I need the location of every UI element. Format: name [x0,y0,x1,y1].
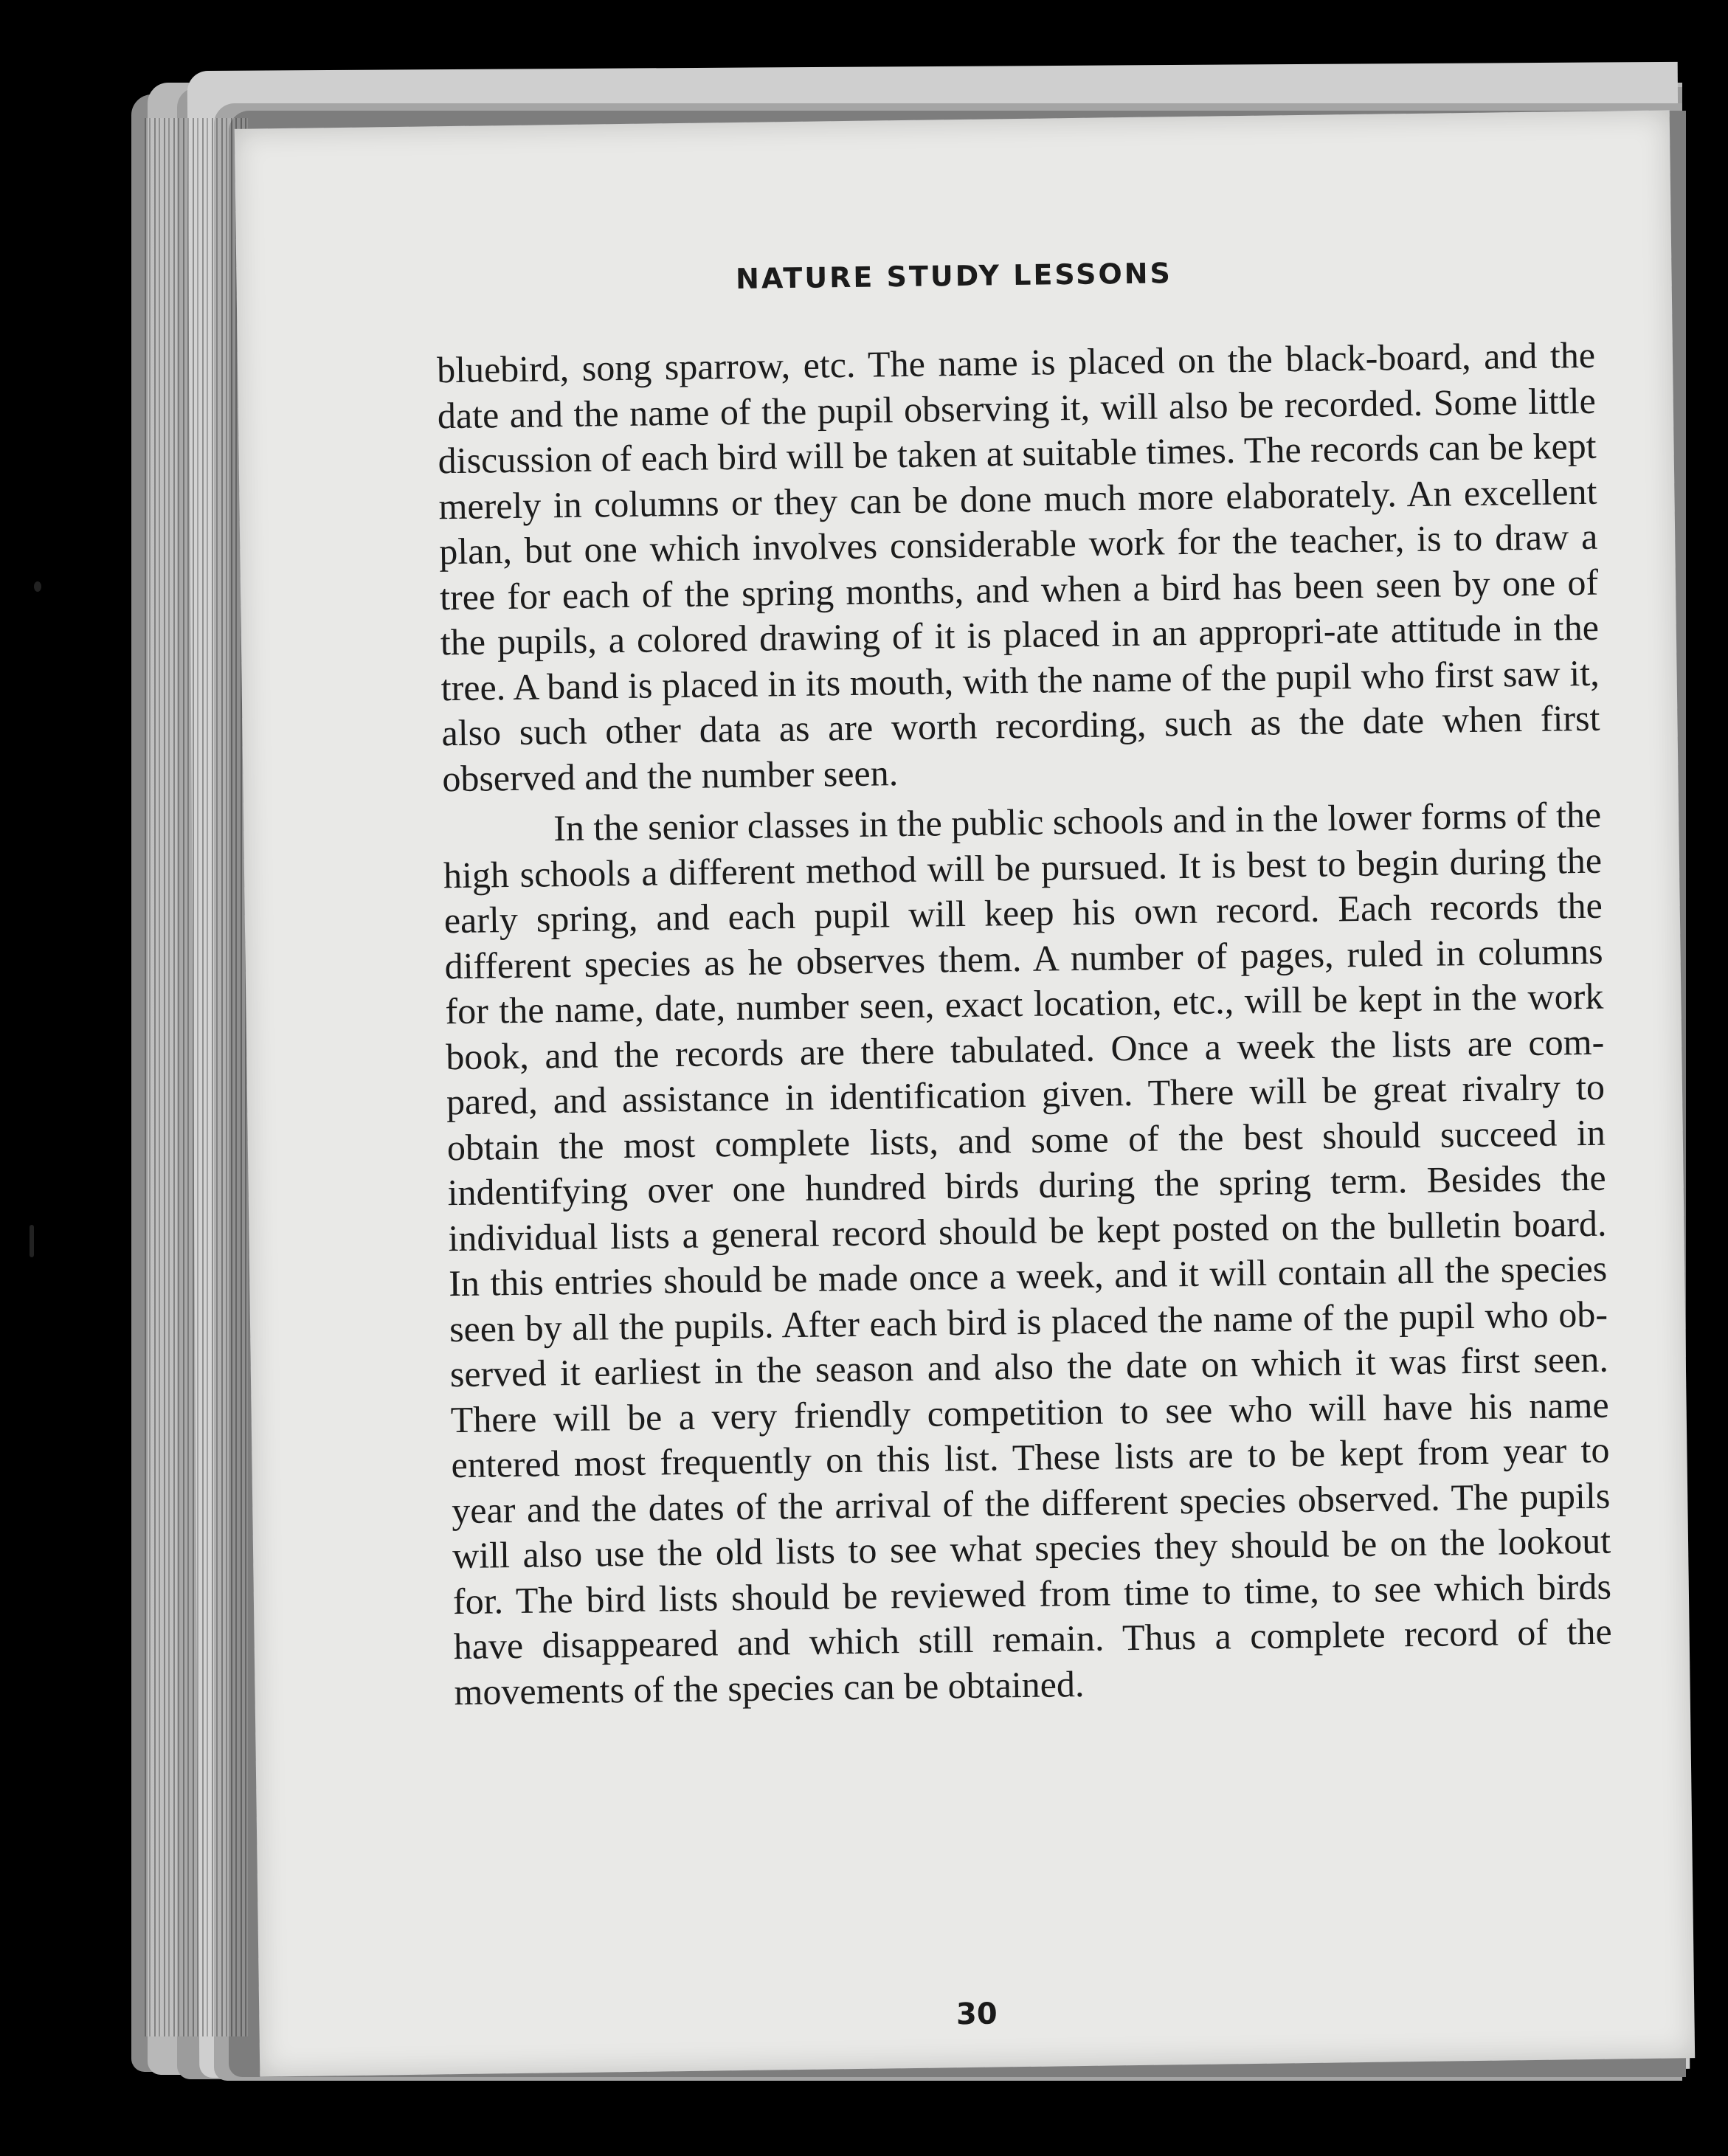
page-stack-texture [145,118,248,2036]
paragraph: In the senior classes in the public schools and in the lower forms of the high schools a different method will be pursued. It is best to begin during the early spring, and each pupil will keep his own record. Each records the different species as he observes them. A number of pages, ruled in columns for the name, date, number seen, exact location, etc., will be kept in the work book, and the records are there tabulated. Once a week the lists are com-pared, and assistance in identification given. There will be great rivalry to obtain the most complete lists, and some of the best should succeed in indentifying over one hundred birds during the spring term. Besides the individual lists a general record should be kept posted on the bulletin board. In this entries should be made once a week, and it will contain all the species seen by all the pupils. After each bird is placed the name of the pupil who ob-served it earliest in the season and also the date on which it was first seen. There will be a very friendly competition to see who will have his name entered most frequently on this list. These lists are to be kept from year to year and the dates of the arrival of the different species observed. The pupils will also use the old lists to see what species they should be on the lookout for. The bird lists should be reviewed from time to time, to see which birds have disappeared and which still remain. Thus a complete record of the movements of the species can be obtained. [443,793,1612,1713]
page-body [437,333,1613,1715]
book-page [235,110,1695,2076]
dust-speck [34,581,41,592]
paragraph: bluebird, song sparrow, etc. The name is placed on the black-board, and the date and the name of the pupil observing it, will also be recorded. Some little discussion of each bird will be taken at suitable times. The records can be kept merely in columns or they can be done much more elaborately. An excellent plan, but one which involves considerable work for the teacher, is to draw a tree for each of the spring months, and when a bird has been seen by one of the pupils, a colored drawing of it is placed in an appropri-ate attitude in the tree. A band is placed in its mouth, with the name of the pupil who first saw it, also such other data as are worth recording, such as the date when first observed and the number seen. [436,334,1600,799]
running-head: NATURE STUDY LESSONS [735,257,1173,295]
dust-speck [30,1225,34,1257]
page-number: 30 [955,1997,998,2032]
